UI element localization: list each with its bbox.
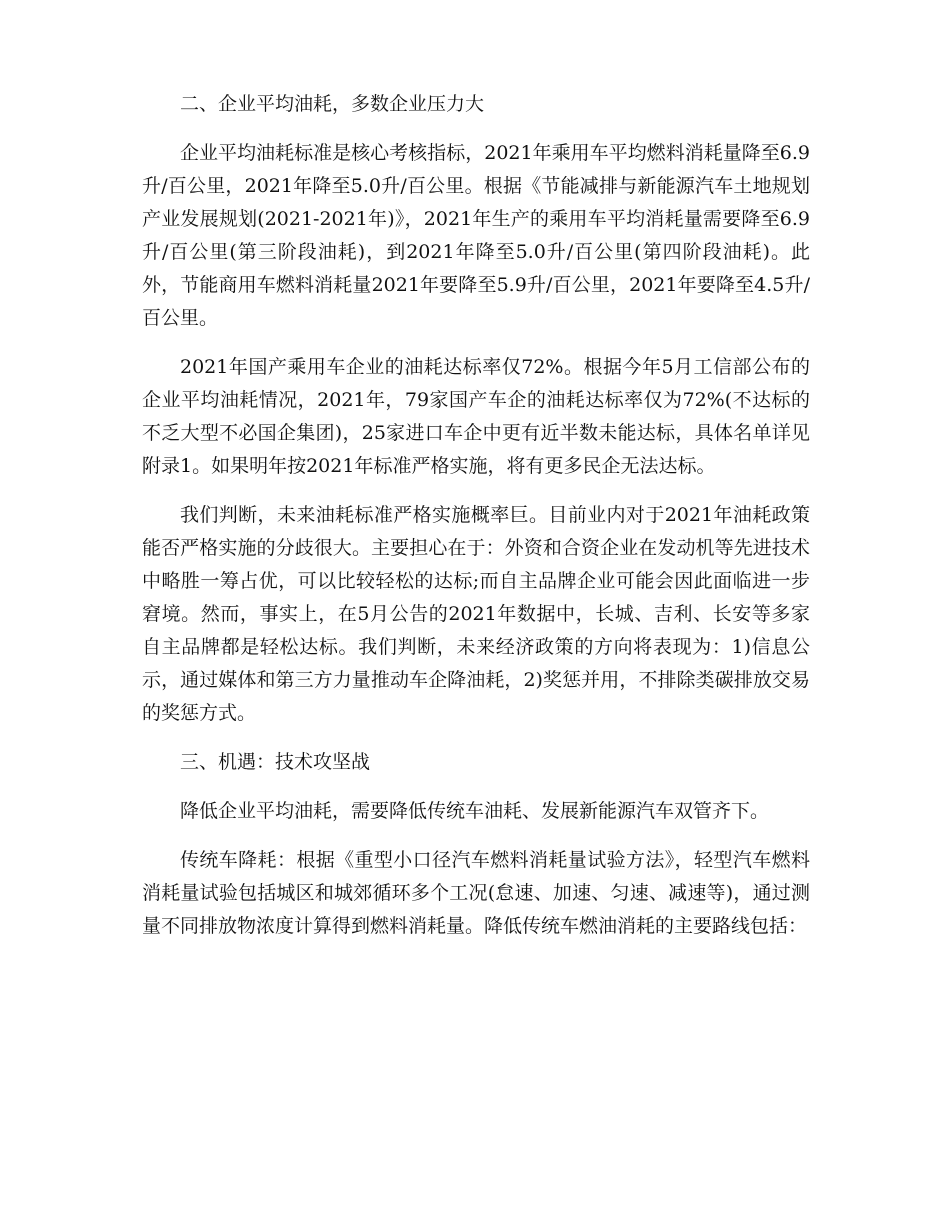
- section-heading-enterprise-fuel: 二、企业平均油耗，多数企业压力大: [180, 93, 485, 115]
- paragraph-reduce-consumption: 降低企业平均油耗，需要降低传统车油耗、发展新能源汽车双管齐下。: [180, 800, 770, 822]
- document-page: [142, 88, 810, 959]
- paragraph-compliance-rate: 2021年国产乘用车企业的油耗达标率仅72%。根据今年5月工信部公布的企业平均油耗情况，2021年，79家国产车企的油耗达标率仅为72%(不达标的不乏大型不必国企集团)，25家进口车企中更有近半数未能达标，具体名单详见附录1。如果明年按2021年标准严格实施，将有更多民企无法达标。: [142, 356, 810, 477]
- paragraph-traditional-vehicles: 传统车降耗：根据《重型小口径汽车燃料消耗量试验方法》，轻型汽车燃料消耗量试验包括城区和城郊循环多个工况(怠速、加速、匀速、减速等)，通过测量不同排放物浓度计算得到燃料消耗量。降低传统车燃油消耗的主要路线包括：: [142, 849, 810, 937]
- paragraph-fuel-standard: 企业平均油耗标准是核心考核指标，2021年乘用车平均燃料消耗量降至6.9升/百公里，2021年降至5.0升/百公里。根据《节能减排与新能源汽车土地规划产业发展规划(2021-2021年)》，2021年生产的乘用车平均消耗量需要降至6.9升/百公里(第三阶段油耗)，到2021年降至5.0升/百公里(第四阶段油耗)。此外，节能商用车燃料消耗量2021年要降至5.9升/百公里，2021年要降至4.5升/百公里。: [142, 142, 810, 329]
- paragraph-judgement: 我们判断，未来油耗标准严格实施概率巨。目前业内对于2021年油耗政策能否严格实施的分歧很大。主要担心在于：外资和合资企业在发动机等先进技术中略胜一筹占优，可以比较轻松的达标;而自主品牌企业可能会因此面临进一步窘境。然而，事实上，在5月公告的2021年数据中，长城、吉利、长安等多家自主品牌都是轻松达标。我们判断，未来经济政策的方向将表现为：1)信息公示，通过媒体和第三方力量推动车企降油耗，2)奖惩并用，不排除类碳排放交易的奖惩方式。: [142, 504, 810, 724]
- section-heading-opportunity: 三、机遇：技术攻坚战: [180, 751, 371, 773]
